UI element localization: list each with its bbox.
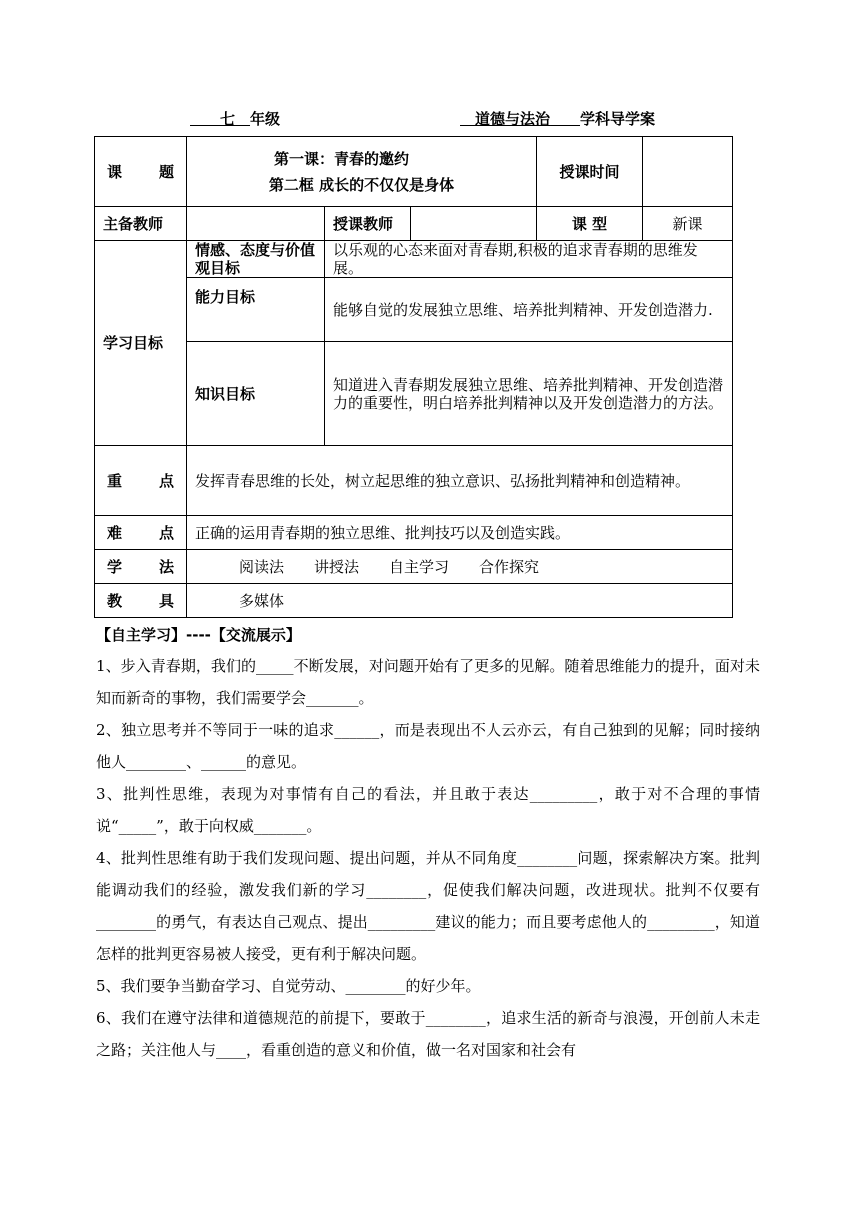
type-label: 课 型	[537, 207, 643, 241]
teacher-row	[95, 207, 733, 241]
time-value	[643, 137, 733, 207]
key-text: 发挥青春思维的长处，树立起思维的独立意识、弘扬批判精神和创造精神。	[187, 446, 733, 516]
lead-teacher-label: 主备教师	[95, 207, 187, 241]
grade-label: 年级	[250, 110, 281, 128]
question-item: 6、我们在遵守法律和道德规范的前提下，要敢于________，追求生活的新奇与浪漫，开创前人未走之路；关注他人与____，看重创造的意义和价值，做一名对国家和社会有	[96, 1009, 760, 1059]
subject-value: 道德与法治	[475, 110, 551, 128]
topic-cell	[187, 137, 537, 207]
tools-label: 教 具	[95, 584, 187, 618]
key-point-row	[95, 446, 733, 516]
ability-goal-label: 能力目标	[187, 278, 325, 342]
document-header	[190, 108, 710, 132]
methods-row	[95, 550, 733, 584]
teacher-label: 授课教师	[325, 207, 411, 241]
difficulty-text: 正确的运用青春期的独立思维、批判技巧以及创造实践。	[187, 516, 733, 550]
topic-label: 课 题	[95, 137, 187, 207]
grade-value: 七	[220, 110, 236, 128]
methods-cell	[187, 550, 733, 584]
methods-label: 学 法	[95, 550, 187, 584]
time-label: 授课时间	[537, 137, 643, 207]
method-item: 讲授法	[314, 557, 360, 576]
question-item: 1、步入青春期，我们的_____不断发展，对问题开始有了更多的见解。随着思维能力的提升，面对未知而新奇的事物，我们需要学会_______。	[96, 657, 760, 707]
emotion-goal-label: 情感、态度与价值观目标	[187, 241, 325, 278]
difficulty-row	[95, 516, 733, 550]
knowledge-goal-label: 知识目标	[187, 342, 325, 446]
ability-goal-text: 能够自觉的发展独立思维、培养批判精神、开发创造潜力.	[325, 278, 733, 342]
method-item: 自主学习	[389, 557, 450, 576]
question-list	[96, 650, 760, 1066]
knowledge-goal-text: 知道进入青春期发展独立思维、培养批判精神、开发创造潜力的重要性，明白培养批判精神以及开发创造潜力的方法。	[325, 342, 733, 446]
type-value: 新课	[643, 207, 733, 241]
question-item: 2、独立思考并不等同于一味的追求______，而是表现出不人云亦云，有自己独到的见解；同时接纳他人________、______的意见。	[96, 721, 760, 771]
emotion-goal-text: 以乐观的心态来面对青春期,积极的追求青春期的思维发展。	[325, 241, 733, 278]
lesson-info-table	[94, 136, 733, 618]
key-label: 重 点	[95, 446, 187, 516]
grade-heading	[190, 108, 280, 129]
tools-text: 多媒体	[187, 584, 733, 618]
method-item: 合作探究	[479, 557, 540, 576]
topic-row	[95, 137, 733, 207]
subject-label: 学科导学案	[580, 110, 656, 128]
question-item: 3、批判性思维，表现为对事情有自己的看法，并且敢于表达_________，敢于对不合理的事情说“_____”，敢于向权威_______。	[96, 785, 760, 835]
tools-row	[95, 584, 733, 618]
knowledge-goal-row	[95, 342, 733, 446]
teacher-value	[411, 207, 537, 241]
section-title-cell: 第二框 成长的不仅仅是身体	[268, 175, 455, 194]
difficulty-label: 难 点	[95, 516, 187, 550]
question-item: 4、批判性思维有助于我们发现问题、提出问题，并从不同角度________问题，探索解决方案。批判能调动我们的经验，激发我们新的学习________，促使我们解决问题，改进现状。批判不仅要有________的勇气，有表达自己观点、提出_________建议的能力；而且要考虑他人的_________，知道怎样的批判更容易被人接受，更有利于解决问题。	[96, 849, 760, 963]
goals-label: 学习目标	[95, 241, 187, 446]
subject-heading	[460, 108, 655, 129]
lead-teacher-value	[187, 207, 325, 241]
question-item: 5、我们要争当勤奋学习、自觉劳动、________的好少年。	[96, 977, 481, 995]
emotion-goal-row	[95, 241, 733, 278]
lesson-title: 第一课：青春的邀约	[274, 149, 410, 168]
method-item: 阅读法	[239, 557, 285, 576]
ability-goal-row	[95, 278, 733, 342]
self-study-heading: 【自主学习】----【交流展示】	[96, 626, 301, 644]
